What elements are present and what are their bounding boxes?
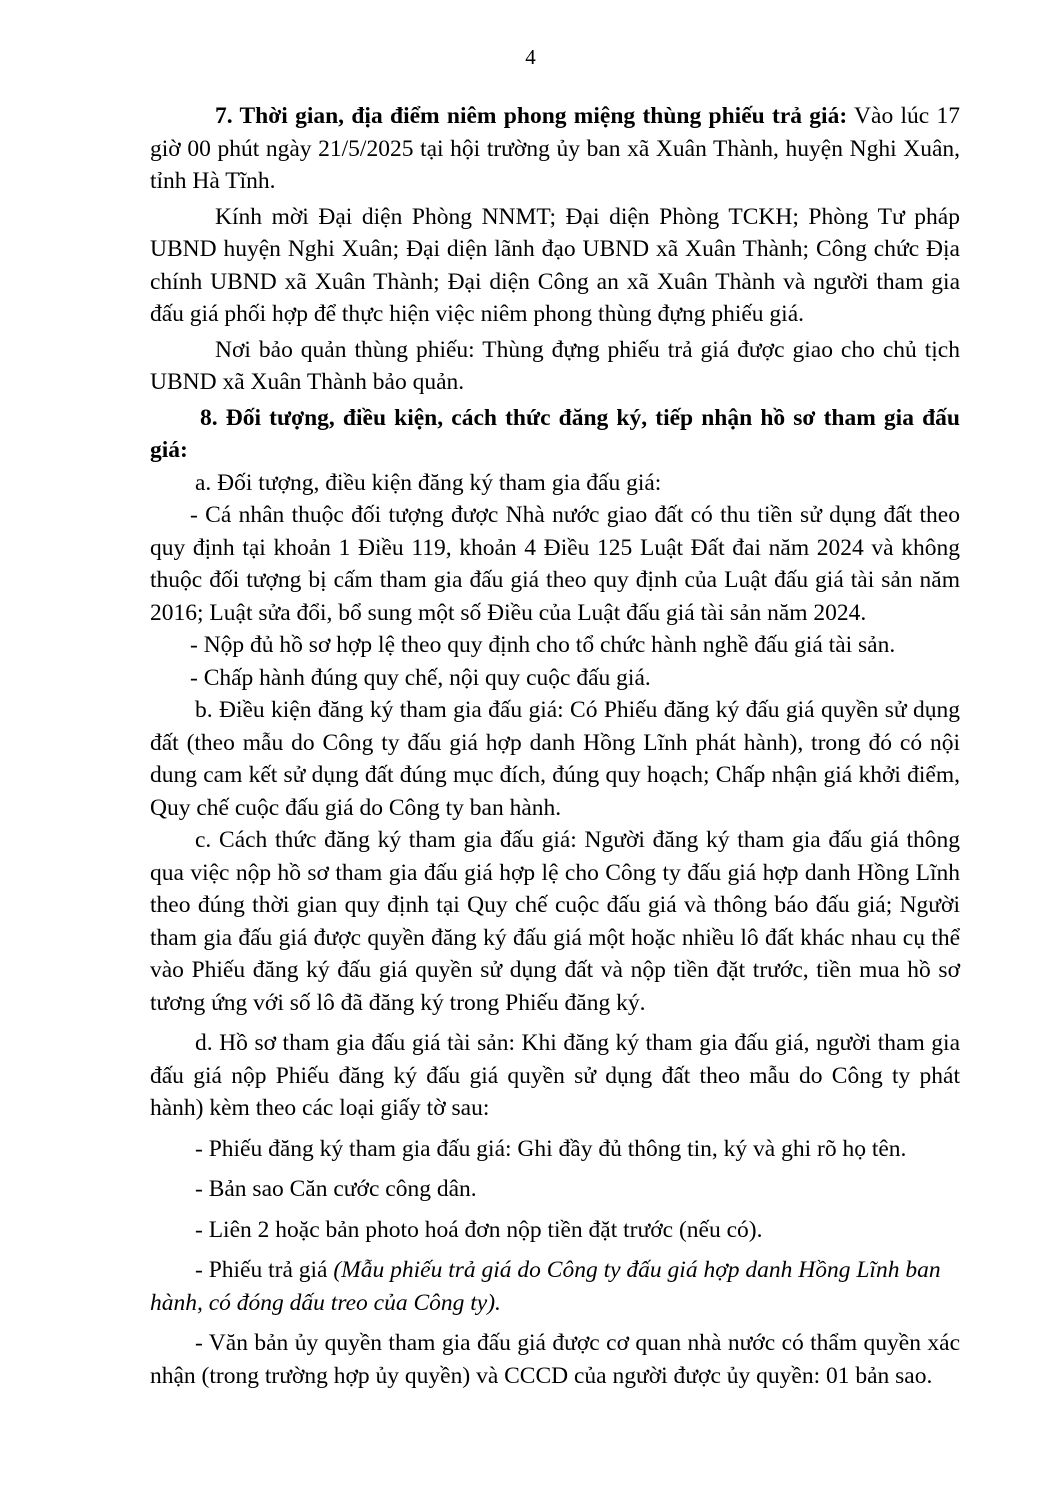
section-8d-item-1: - Phiếu đăng ký tham gia đấu giá: Ghi đầy đủ thông tin, ký và ghi rõ họ tên. [195, 1135, 907, 1162]
section-7-storage: Nơi bảo quản thùng phiếu: Thùng đựng phiếu trả giá được giao cho chủ tịch UBND xã Xuân Thành bảo quản. [150, 336, 960, 395]
section-7-invite: Kính mời Đại diện Phòng NNMT; Đại diện Phòng TCKH; Phòng Tư pháp UBND huyện Nghi Xuân; Đại diện lãnh đạo UBND xã Xuân Thành; Công chức Địa chính UBND xã Xuân Thành; Đại diện Công an xã Xuân Thành và người tham gia đấu giá phối hợp để thực hiện việc niêm phong thùng đựng phiếu giá. [150, 203, 960, 327]
section-8d-item-3: - Liên 2 hoặc bản photo hoá đơn nộp tiền đặt trước (nếu có). [195, 1216, 763, 1243]
section-8-heading: 8. Đối tượng, điều kiện, cách thức đăng ký, tiếp nhận hồ sơ tham gia đấu giá: [150, 404, 960, 463]
section-8a-item-1: - Cá nhân thuộc đối tượng được Nhà nước giao đất có thu tiền sử dụng đất theo quy định tại khoản 1 Điều 119, khoản 4 Điều 125 Luật Đất đai năm 2024 và không thuộc đối tượng bị cấm tham gia đấu giá theo quy định của Luật đấu giá tài sản năm 2016; Luật sửa đổi, bổ sung một số Điều của Luật đấu giá tài sản năm 2024. [150, 502, 960, 626]
section-7-text: Vào lúc 17 giờ 00 phút ngày 21/5/2025 tại hội trường ủy ban xã Xuân Thành, huyện Nghi Xuân, tỉnh Hà Tĩnh. [150, 103, 960, 194]
section-7-paragraph [150, 100, 960, 198]
section-8d-item-4: - Phiếu trả giá (Mẫu phiếu trả giá do Công ty đấu giá hợp danh Hồng Lĩnh ban hành, có đóng dấu treo của Công ty). [150, 1257, 941, 1316]
section-8d-item-5: - Văn bản ủy quyền tham gia đấu giá được cơ quan nhà nước có thẩm quyền xác nhận (trong trường hợp ủy quyền) và CCCD của người được ủy quyền: 01 bản sao. [150, 1330, 960, 1389]
section-8b: b. Điều kiện đăng ký tham gia đấu giá: Có Phiếu đăng ký đấu giá quyền sử dụng đất (theo mẫu do Công ty đấu giá hợp danh Hồng Lĩnh phát hành), trong đó có nội dung cam kết sử dụng đất đúng mục đích, đúng quy hoạch; Chấp nhận giá khởi điểm, Quy chế cuộc đấu giá do Công ty ban hành. [150, 697, 960, 821]
section-8a-item-2: - Nộp đủ hồ sơ hợp lệ theo quy định cho tổ chức hành nghề đấu giá tài sản. [190, 632, 896, 658]
section-8a-title: a. Đối tượng, điều kiện đăng ký tham gia đấu giá: [195, 469, 662, 496]
section-8a-item-3: - Chấp hành đúng quy chế, nội quy cuộc đấu giá. [190, 664, 651, 691]
section-7-heading: 7. Thời gian, địa điểm niêm phong miệng thùng phiếu trả giá: [215, 103, 848, 129]
page-number: 4 [525, 45, 536, 69]
section-8d-item-2: - Bản sao Căn cước công dân. [195, 1176, 477, 1202]
section-8d-item-4-italic: (Mẫu phiếu trả giá do Công ty đấu giá hợp danh Hồng Lĩnh ban hành, có đóng dấu treo của Công ty). [150, 1257, 941, 1316]
document-body [150, 100, 960, 1392]
section-8c: c. Cách thức đăng ký tham gia đấu giá: Người đăng ký tham gia đấu giá thông qua việc nộp hồ sơ tham gia đấu giá hợp lệ cho Công ty đấu giá hợp danh Hồng Lĩnh theo đúng thời gian quy định tại Quy chế cuộc đấu giá và thông báo đấu giá; Người tham gia đấu giá được quyền đăng ký đấu giá một hoặc nhiều lô đất khác nhau cụ thể vào Phiếu đăng ký đấu giá quyền sử dụng đất và nộp tiền đặt trước, tiền mua hồ sơ tương ứng với số lô đã đăng ký trong Phiếu đăng ký. [150, 827, 960, 1016]
section-8d: d. Hồ sơ tham gia đấu giá tài sản: Khi đăng ký tham gia đấu giá, người tham gia đấu giá nộp Phiếu đăng ký đấu giá quyền sử dụng đất theo mẫu do Công ty phát hành) kèm theo các loại giấy tờ sau: [150, 1030, 960, 1121]
